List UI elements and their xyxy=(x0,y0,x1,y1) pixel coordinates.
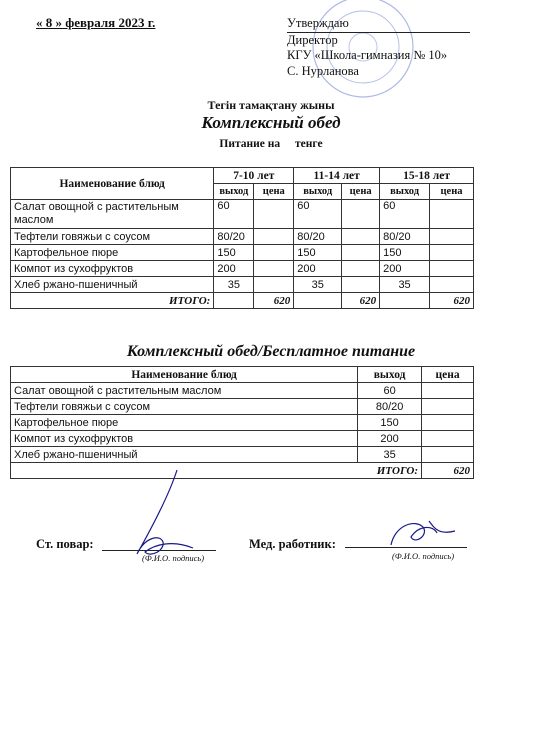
dish-output: 60 xyxy=(358,383,422,399)
dish-output: 80/20 xyxy=(358,399,422,415)
total-label: ИТОГО: xyxy=(11,463,422,479)
table-row xyxy=(11,383,474,399)
dish-name: Тефтели говяжьи с соусом xyxy=(11,399,358,415)
table-row xyxy=(11,415,474,431)
dish-price xyxy=(422,447,474,463)
empty-cell xyxy=(380,293,430,309)
dish-output: 80/20 xyxy=(380,229,430,245)
total-value: 620 xyxy=(342,293,380,309)
dish-name: Хлеб ржано-пшеничный xyxy=(11,447,358,463)
med-label: Мед. работник: xyxy=(249,537,336,551)
kz-title: Тегін тамақтану жыны xyxy=(207,98,335,112)
age-group-header: 15-18 лет xyxy=(380,168,474,184)
approve-line-3: КГУ «Школа-гимназия № 10» xyxy=(287,48,448,62)
dish-output: 200 xyxy=(214,261,254,277)
dish-output: 150 xyxy=(294,245,342,261)
table-row xyxy=(11,229,474,245)
dish-price xyxy=(422,399,474,415)
dish-price xyxy=(430,261,474,277)
dish-price xyxy=(430,229,474,245)
med-signature xyxy=(385,515,465,555)
dish-price xyxy=(254,200,294,229)
cook-label: Ст. повар: xyxy=(36,537,94,551)
total-value: 620 xyxy=(422,463,474,479)
med-fio-note: (Ф.И.О. подпись) xyxy=(392,551,455,561)
dish-price xyxy=(422,431,474,447)
sub-header-price: цена xyxy=(254,184,294,200)
approve-line-2: Директор xyxy=(287,32,338,47)
dish-price xyxy=(254,277,294,293)
col-dish-header: Наименование блюд xyxy=(11,367,358,383)
second-title: Комплексный обед/Бесплатное питание xyxy=(126,343,416,360)
price-prefix: Питание на xyxy=(219,138,281,150)
dish-price xyxy=(422,415,474,431)
dish-output: 150 xyxy=(214,245,254,261)
document-date: « 8 » февраля 2023 г. xyxy=(36,15,156,30)
dish-output: 35 xyxy=(214,277,254,293)
approve-line-1: Утверждаю xyxy=(287,16,470,33)
dish-output: 200 xyxy=(358,431,422,447)
dish-name: Картофельное пюре xyxy=(11,245,214,261)
dish-price xyxy=(254,229,294,245)
dish-name: Салат овощной с растительным маслом xyxy=(11,200,214,229)
main-title: Комплексный обед xyxy=(201,113,341,132)
col-price-header: цена xyxy=(422,367,474,383)
dish-output: 150 xyxy=(358,415,422,431)
dish-output: 60 xyxy=(380,200,430,229)
dish-output: 35 xyxy=(380,277,430,293)
total-value: 620 xyxy=(254,293,294,309)
menu-table-by-age xyxy=(10,167,474,309)
dish-price xyxy=(342,261,380,277)
table-row xyxy=(11,399,474,415)
dish-name: Компот из сухофруктов xyxy=(11,261,214,277)
empty-cell xyxy=(214,293,254,309)
dish-price xyxy=(422,383,474,399)
age-group-header: 7-10 лет xyxy=(214,168,294,184)
table-row xyxy=(11,245,474,261)
sub-header-out: выход xyxy=(214,184,254,200)
dish-output: 150 xyxy=(380,245,430,261)
total-row xyxy=(11,463,474,479)
dish-name: Картофельное пюре xyxy=(11,415,358,431)
dish-price xyxy=(254,245,294,261)
total-row xyxy=(11,293,474,309)
price-line xyxy=(0,138,542,150)
dish-price xyxy=(342,229,380,245)
dish-price xyxy=(254,261,294,277)
table-row xyxy=(11,277,474,293)
dish-output: 35 xyxy=(294,277,342,293)
dish-output: 80/20 xyxy=(294,229,342,245)
sub-header-price: цена xyxy=(342,184,380,200)
dish-price xyxy=(430,277,474,293)
dish-price xyxy=(342,245,380,261)
dish-price xyxy=(342,200,380,229)
dish-output: 60 xyxy=(294,200,342,229)
price-suffix: тенге xyxy=(295,138,323,150)
menu-table-free xyxy=(10,366,474,479)
approve-line-4: С. Нурланова xyxy=(287,63,359,78)
table-row xyxy=(11,261,474,277)
total-value: 620 xyxy=(430,293,474,309)
dish-name: Тефтели говяжьи с соусом xyxy=(11,229,214,245)
dish-price xyxy=(342,277,380,293)
dish-name: Салат овощной с растительным маслом xyxy=(11,383,358,399)
dish-output: 80/20 xyxy=(214,229,254,245)
dish-name: Компот из сухофруктов xyxy=(11,431,358,447)
dish-output: 60 xyxy=(214,200,254,229)
col-dish-header: Наименование блюд xyxy=(11,168,214,200)
dish-output: 200 xyxy=(380,261,430,277)
age-group-header: 11-14 лет xyxy=(294,168,380,184)
dish-price xyxy=(430,200,474,229)
dish-name: Хлеб ржано-пшеничный xyxy=(11,277,214,293)
approval-block xyxy=(287,16,487,79)
sub-header-out: выход xyxy=(294,184,342,200)
table-row xyxy=(11,431,474,447)
cook-signature xyxy=(115,462,215,572)
cook-fio-note: (Ф.И.О. подпись) xyxy=(142,553,205,563)
col-out-header: выход xyxy=(358,367,422,383)
empty-cell xyxy=(294,293,342,309)
dish-output: 35 xyxy=(358,447,422,463)
total-label: ИТОГО: xyxy=(11,293,214,309)
table-row xyxy=(11,200,474,229)
table-row xyxy=(11,447,474,463)
dish-price xyxy=(430,245,474,261)
sub-header-price: цена xyxy=(430,184,474,200)
dish-output: 200 xyxy=(294,261,342,277)
sub-header-out: выход xyxy=(380,184,430,200)
